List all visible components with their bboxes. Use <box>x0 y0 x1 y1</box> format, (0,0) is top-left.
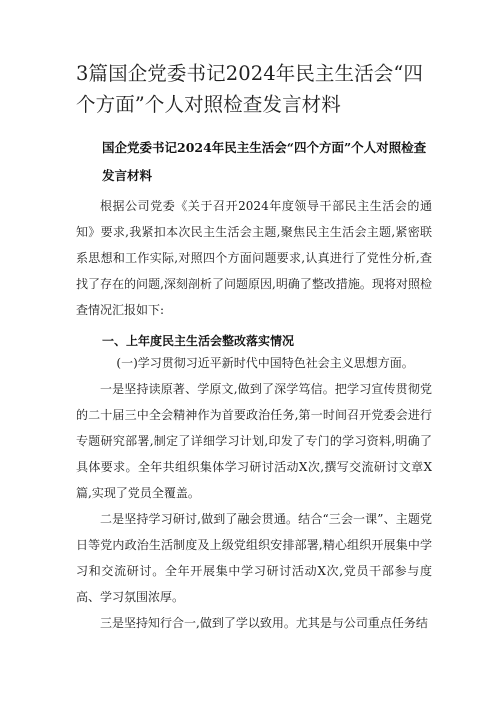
intro-paragraph: 根据公司党委《关于召开2024年度领导干部民主生活会的通知》要求,我紧扣本次民主生活会主题,聚焦民主生活会主题,紧密联系思想和工作实际,对照四个方面问题要求,认真进行了党性分析,查找了存在的问题,深刻剖析了问题原因,明确了整改措施。现将对照检查情况汇报如下: <box>76 199 432 317</box>
heading-rectification: 一、上年度民主生活会整改落实情况 <box>102 334 295 348</box>
paragraph-study-discussion: 二是坚持学习研讨,做到了融会贯通。结合“三会一课”、主题党日等党内政治生活制度及上级党组织安排部署,精心组织开展集中学习和交流研讨。全年开展集中学习研讨活动X次,党员干部参与度高、学习氛围浓厚。 <box>76 512 432 604</box>
sub-heading-study: (一)学习贯彻习近平新时代中国特色社会主义思想方面。 <box>116 356 414 370</box>
paragraph-knowledge-action: 三是坚持知行合一,做到了学以致用。尤其是与公司重点任务结 <box>100 616 428 630</box>
document-title: 3篇国企党委书记2024年民主生活会“四个方面”个人对照检查发言材料 <box>76 62 424 116</box>
paragraph-reading-originals: 一是坚持读原著、学原文,做到了深学笃信。把学习宣传贯彻党的二十届三中全会精神作为首要政治任务,第一时间召开党委会进行专题研究部署,制定了详细学习计划,印发了专门的学习资料,明确了具体要求。全年共组织集体学习研讨活动X次,撰写交流研讨文章X篇,实现了党员全覆盖。 <box>76 382 432 500</box>
section-title: 国企党委书记2024年民主生活会“四个方面”个人对照检查发言材料 <box>102 140 427 183</box>
